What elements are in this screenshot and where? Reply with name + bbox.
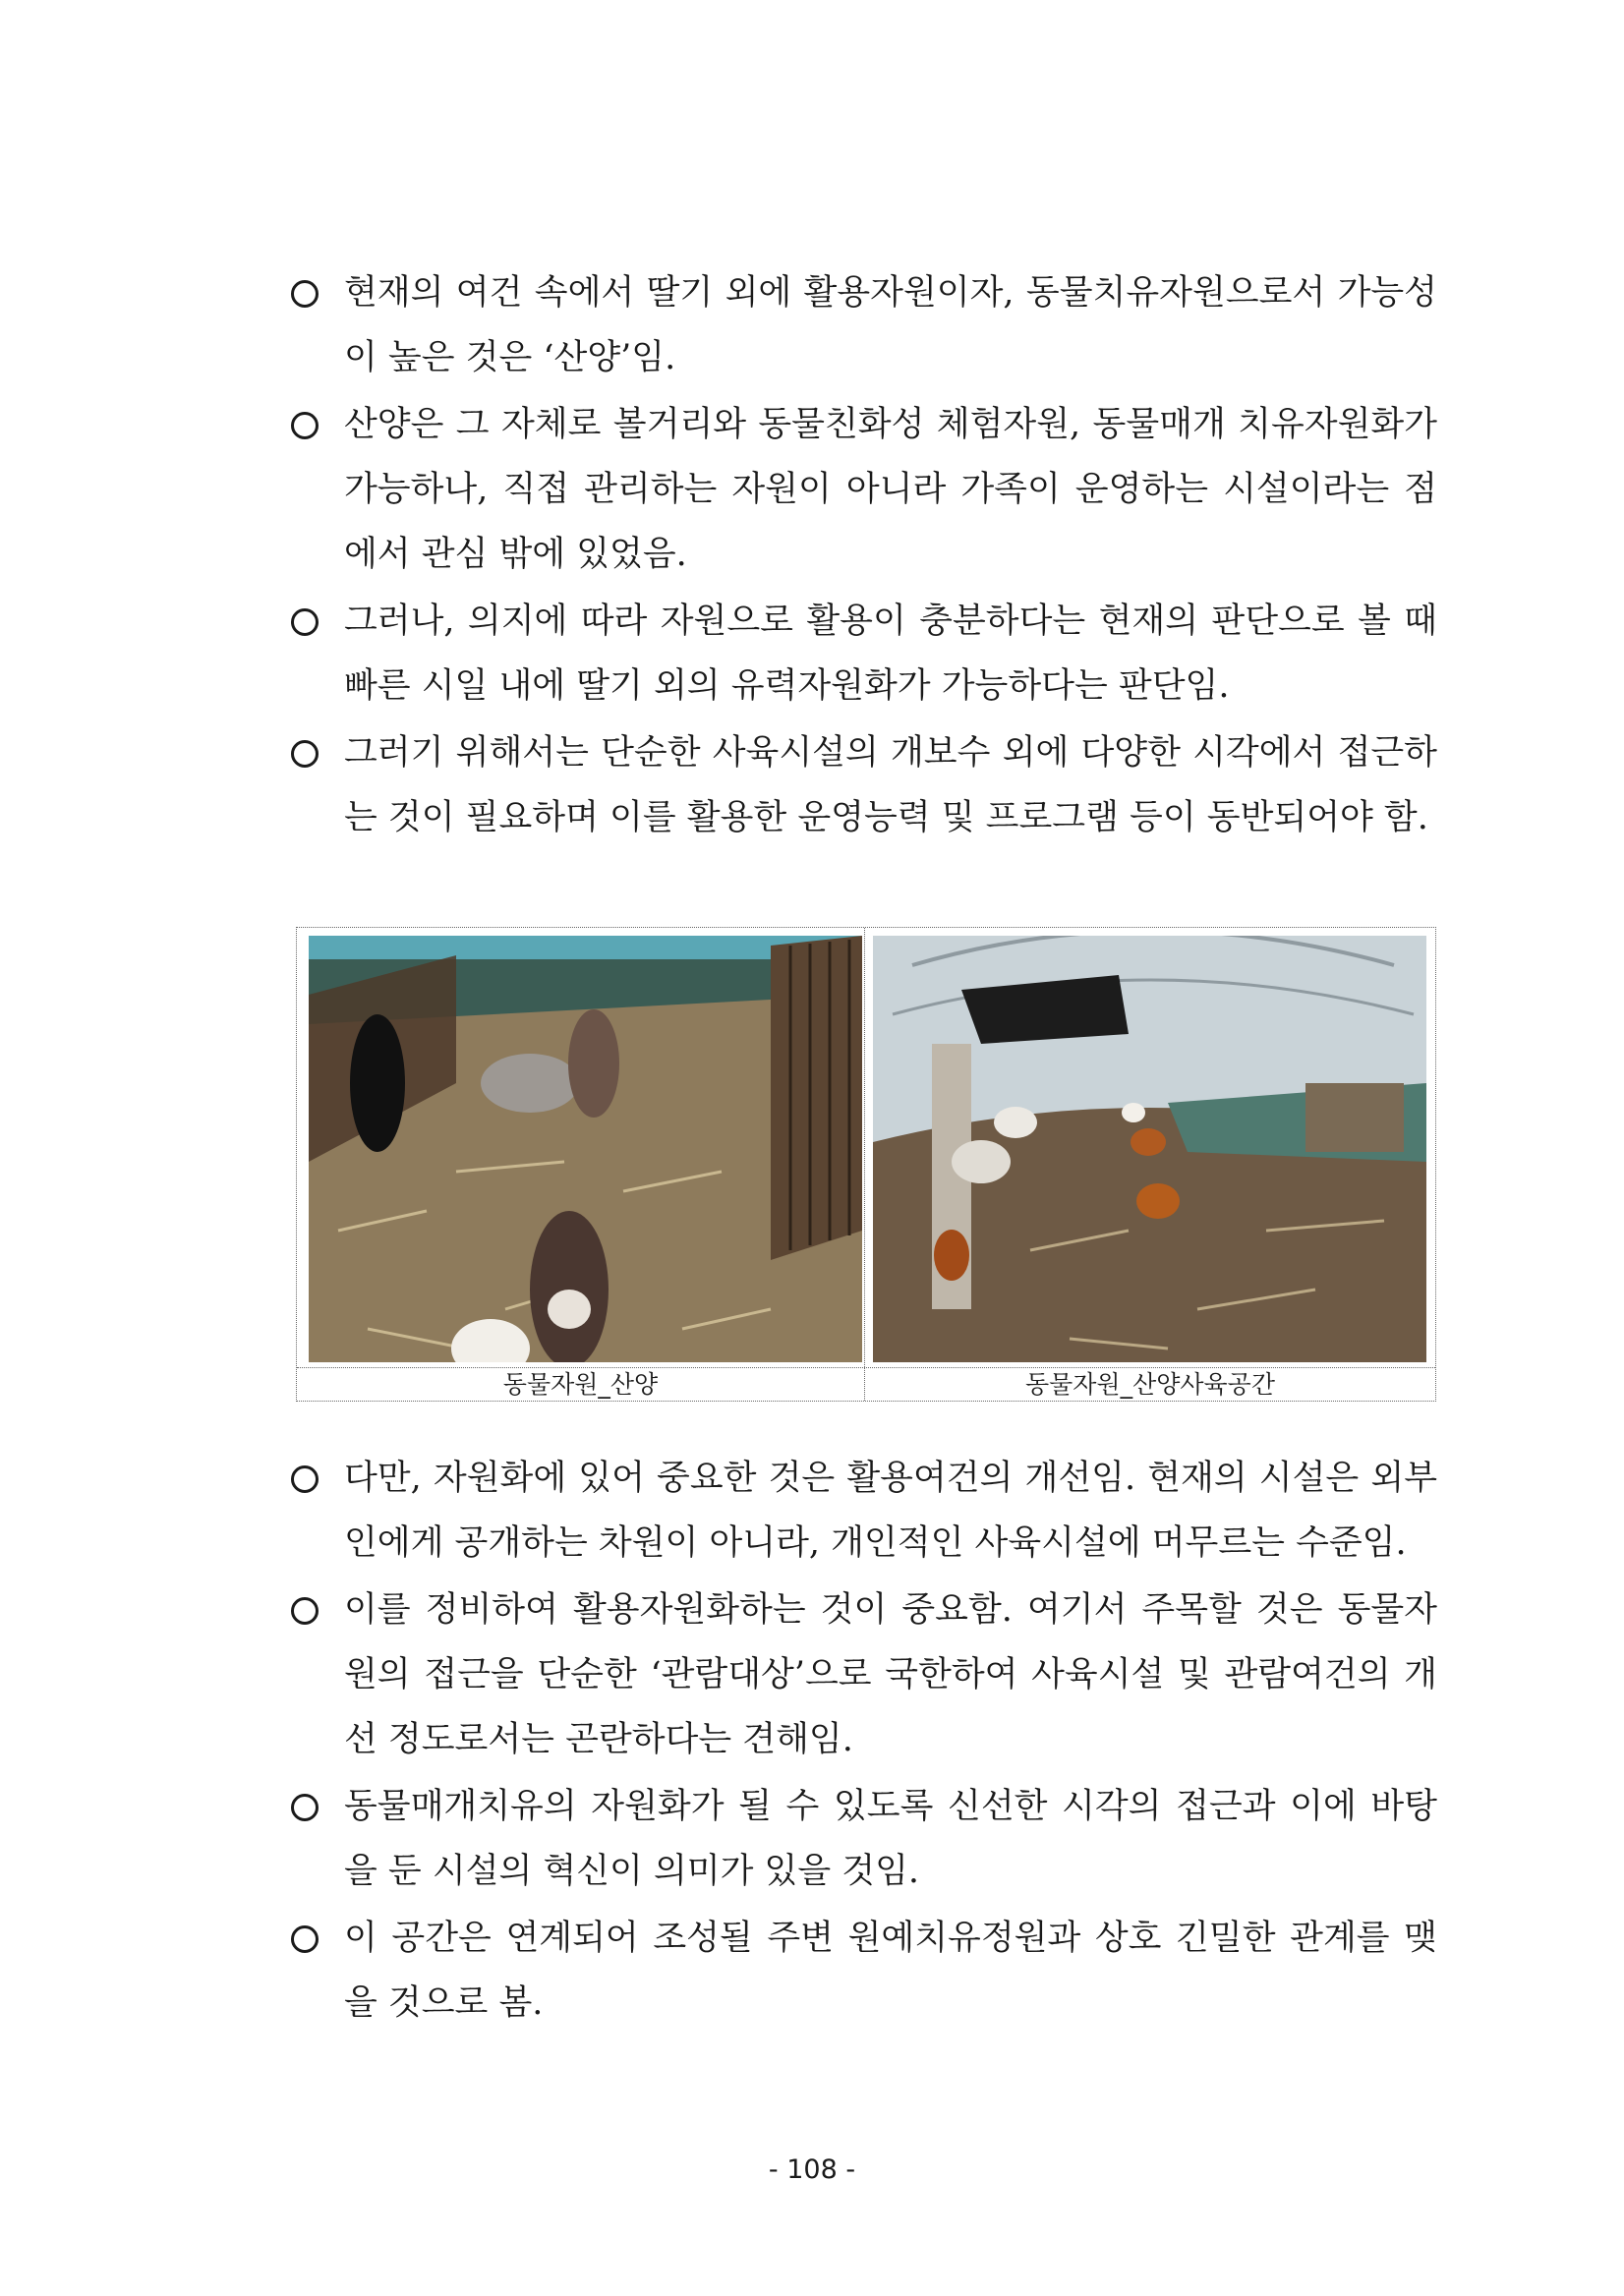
paragraph-text: 그러나, 의지에 따라 자원으로 활용이 충분하다는 현재의 판단으로 볼 때 빠른 시일 내에 딸기 외의 유력자원화가 가능하다는 판단임. xyxy=(344,602,1437,706)
paragraph-text: 이를 정비하여 활용자원화하는 것이 중요함. 여기서 주목할 것은 동물자원의 접근을 단순한 ‘관람대상’으로 국한하여 사육시설 및 관람여건의 개선 정도로서는 곤란하다는 견해임. xyxy=(344,1590,1437,1759)
goat-photo xyxy=(309,936,862,1362)
bullet-item xyxy=(291,1906,1437,2036)
bullet-item xyxy=(291,1578,1437,1772)
photo-caption-left: 동물자원_산양 xyxy=(502,1370,659,1399)
paragraph-text: 산양은 그 자체로 볼거리와 동물친화성 체험자원, 동물매개 치유자원화가 가능하나, 직접 관리하는 자원이 아니라 가족이 운영하는 시설이라는 점에서 관심 밖에 있었음. xyxy=(344,405,1437,574)
page-number: - 108 - xyxy=(768,2154,856,2185)
paragraph-text: 동물매개치유의 자원화가 될 수 있도록 신선한 시각의 접근과 이에 바탕을 둔 시설의 혁신이 의미가 있을 것임. xyxy=(344,1787,1437,1891)
circle-bullet-icon xyxy=(291,608,319,636)
goat-shelter-photo xyxy=(873,936,1426,1362)
bullet-item xyxy=(291,589,1437,718)
bullet-list-bottom xyxy=(291,1446,1437,2038)
bullet-item xyxy=(291,1446,1437,1576)
caption-divider xyxy=(864,928,865,1401)
bullet-list-top xyxy=(291,260,1437,852)
paragraph-text: 다만, 자원화에 있어 중요한 것은 활용여건의 개선임. 현재의 시설은 외부인에게 공개하는 차원이 아니라, 개인적인 사육시설에 머무르는 수준임. xyxy=(344,1459,1437,1563)
paragraph-text: 이 공간은 연계되어 조성될 주변 원예치유정원과 상호 긴밀한 관계를 맺을 것으로 봄. xyxy=(344,1919,1437,2023)
circle-bullet-icon xyxy=(291,1925,319,1953)
circle-bullet-icon xyxy=(291,1794,319,1821)
photo-caption-right: 동물자원_산양사육공간 xyxy=(1024,1370,1275,1399)
photo-figure xyxy=(296,927,1436,1402)
bullet-item xyxy=(291,392,1437,587)
circle-bullet-icon xyxy=(291,740,319,768)
paragraph-text: 그러기 위해서는 단순한 사육시설의 개보수 외에 다양한 시각에서 접근하는 것이 필요하며 이를 활용한 운영능력 및 프로그램 등이 동반되어야 함. xyxy=(344,733,1437,837)
circle-bullet-icon xyxy=(291,412,319,439)
paragraph-text: 현재의 여건 속에서 딸기 외에 활용자원이자, 동물치유자원으로서 가능성이 높은 것은 ‘산양’임. xyxy=(344,273,1437,377)
bullet-item xyxy=(291,720,1437,850)
circle-bullet-icon xyxy=(291,280,319,308)
circle-bullet-icon xyxy=(291,1597,319,1625)
circle-bullet-icon xyxy=(291,1465,319,1493)
bullet-item xyxy=(291,260,1437,390)
bullet-item xyxy=(291,1774,1437,1904)
